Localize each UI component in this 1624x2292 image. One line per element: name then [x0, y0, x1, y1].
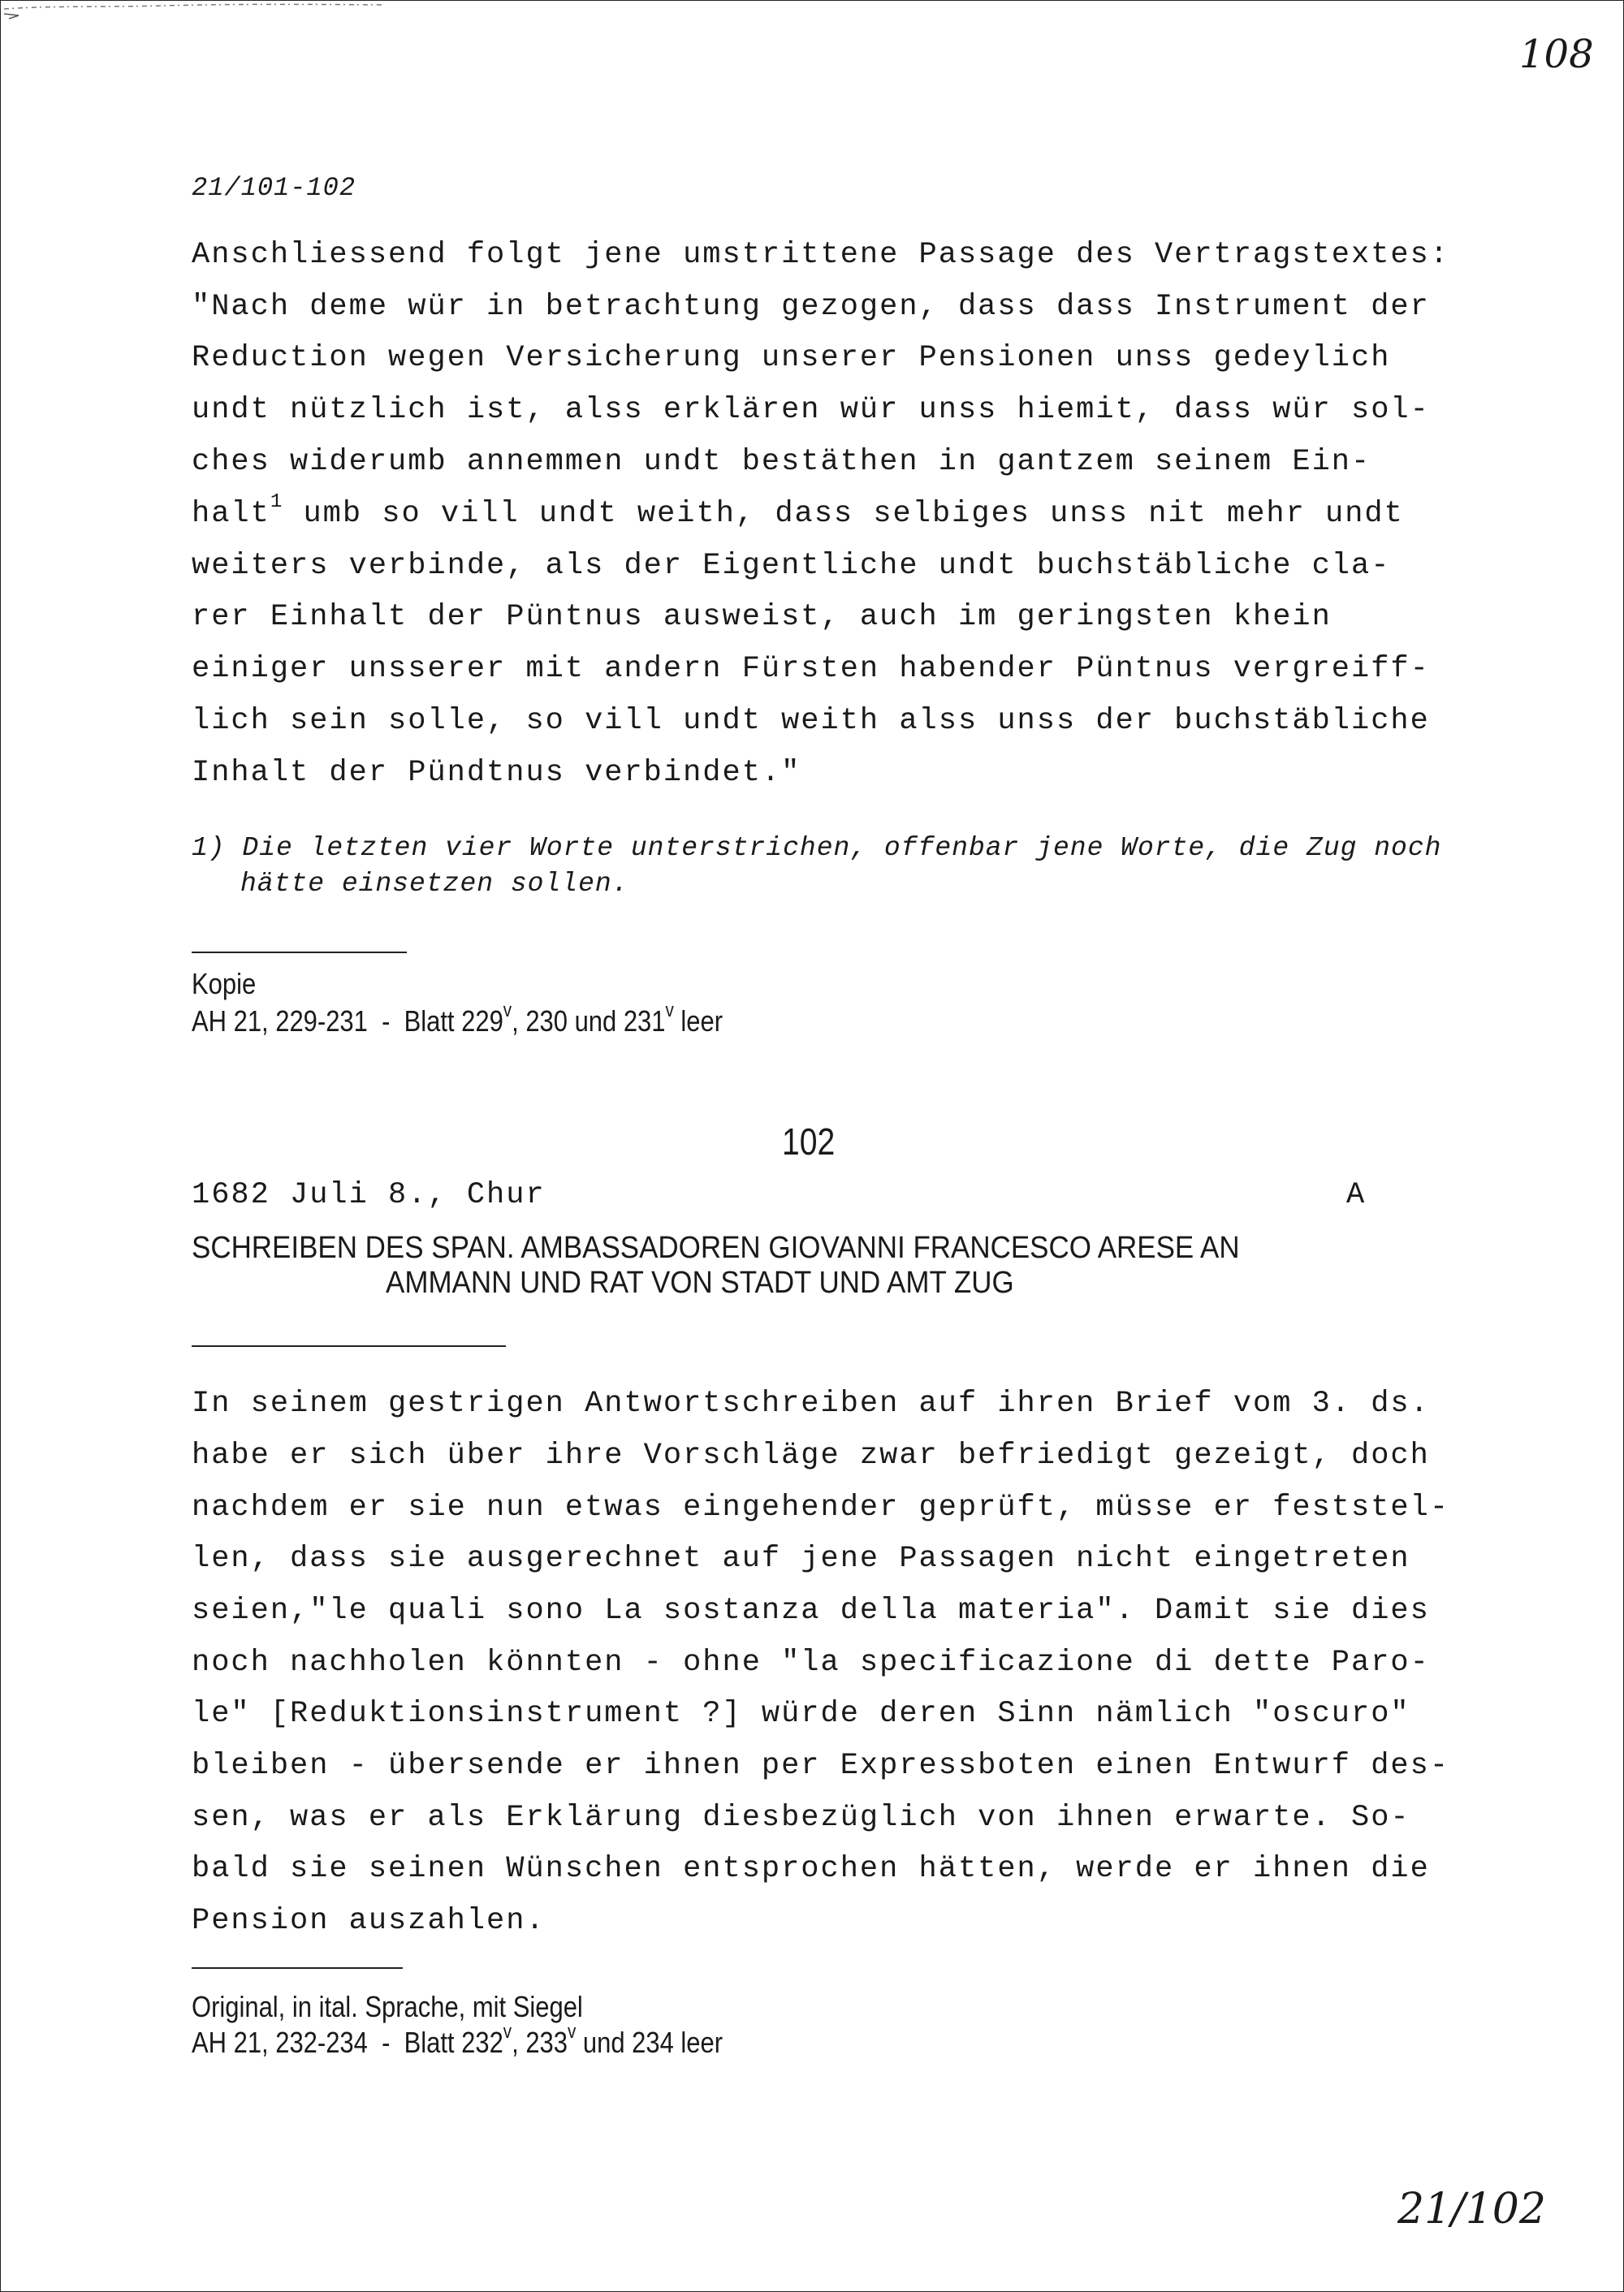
text-line: Pension auszahlen.	[192, 1904, 546, 1938]
source-reference	[192, 999, 723, 1038]
text-fragment: halt	[192, 497, 270, 531]
text-line: In seinem gestrigen Antwortschreiben auf ihren Brief vom 3. ds.	[192, 1387, 1430, 1421]
text-fragment: , 230 und 231	[512, 1004, 666, 1038]
document-number: 102	[782, 1120, 836, 1163]
text-line: weiters verbinde, als der Eigentliche undt buchstäbliche cla-	[192, 549, 1391, 583]
text-line: bald sie seinen Wünschen entsprochen hätten, werde er ihnen die	[192, 1852, 1430, 1886]
handwritten-archive-mark: 21/102	[1397, 2185, 1546, 2234]
source-type: Original, in ital. Sprache, mit Siegel	[192, 1990, 583, 2023]
text-fragment: umb so vill undt weith, dass selbiges unss nit mehr undt	[283, 497, 1404, 531]
separator-rule	[192, 1967, 403, 1969]
text-line: le" [Reduktionsinstrument ?] würde deren Sinn nämlich "oscuro"	[192, 1697, 1410, 1731]
document-title-continued: AMMANN UND RAT VON STADT UND AMT ZUG	[386, 1266, 1014, 1300]
text-line-with-footnote	[192, 491, 1404, 531]
footnote-marker: 1	[270, 491, 284, 513]
verso-marker: v	[567, 2021, 577, 2043]
text-line: rer Einhalt der Püntnus ausweist, auch im geringsten khein	[192, 600, 1332, 634]
separator-rule	[192, 952, 407, 953]
separator-rule	[192, 1345, 506, 1347]
text-fragment: , 233	[512, 2026, 568, 2059]
text-line: len, dass sie ausgerechnet auf jene Passagen nicht eingetreten	[192, 1542, 1410, 1576]
verso-marker: v	[665, 999, 674, 1021]
text-line: seien,"le quali sono La sostanza della materia". Damit sie dies	[192, 1594, 1430, 1628]
footnote-line: 1) Die letzten vier Worte unterstrichen, offenbar jene Worte, die Zug noch	[192, 833, 1442, 863]
text-line: einiger unsserer mit andern Fürsten habender Püntnus vergreiff-	[192, 652, 1430, 686]
text-line: Anschliessend folgt jene umstrittene Passage des Vertragstextes:	[192, 238, 1450, 272]
date-place: 1682 Juli 8., Chur	[192, 1178, 546, 1212]
text-line: bleiben - übersende er ihnen per Expressboten einen Entwurf des-	[192, 1749, 1450, 1783]
footnote-line: hätte einsetzen sollen.	[240, 869, 629, 899]
handwritten-page-number: 108	[1519, 32, 1594, 77]
text-line: noch nachholen könnten - ohne "la specificazione di dette Paro-	[192, 1646, 1430, 1680]
text-line: "Nach deme wür in betrachtung gezogen, dass dass Instrument der	[192, 290, 1430, 324]
document-title: SCHREIBEN DES SPAN. AMBASSADOREN GIOVANNI FRANCESCO ARESE AN	[192, 1231, 1240, 1265]
text-line: lich sein solle, so vill undt weith alss unss der buchstäbliche	[192, 704, 1430, 738]
scan-artifact	[1, 1, 391, 25]
verso-marker: v	[503, 2021, 512, 2043]
text-line: sen, was er als Erklärung diesbezüglich von ihnen erwarte. So-	[192, 1801, 1410, 1835]
text-fragment: leer	[673, 1004, 723, 1038]
verso-marker: v	[503, 999, 512, 1021]
text-fragment: und 234 leer	[576, 2026, 723, 2059]
text-line: ches widerumb annemmen undt bestäthen in gantzem seinem Ein-	[192, 445, 1371, 479]
source-type: Kopie	[192, 967, 257, 1000]
source-reference	[192, 2021, 723, 2060]
text-line: habe er sich über ihre Vorschläge zwar befriedigt gezeigt, doch	[192, 1439, 1430, 1473]
text-line: undt nützlich ist, alss erklären wür unss hiemit, dass wür sol-	[192, 393, 1430, 427]
text-line: nachdem er sie nun etwas eingehender geprüft, müsse er feststel-	[192, 1491, 1450, 1525]
text-line: Reduction wegen Versicherung unserer Pensionen unss gedeylich	[192, 341, 1391, 375]
text-fragment: AH 21, 229-231 - Blatt 229	[192, 1004, 503, 1038]
text-line: Inhalt der Pündtnus verbindet."	[192, 756, 801, 790]
text-fragment: AH 21, 232-234 - Blatt 232	[192, 2026, 503, 2059]
document-reference: 21/101-102	[192, 173, 356, 203]
classification: A	[1346, 1178, 1367, 1212]
